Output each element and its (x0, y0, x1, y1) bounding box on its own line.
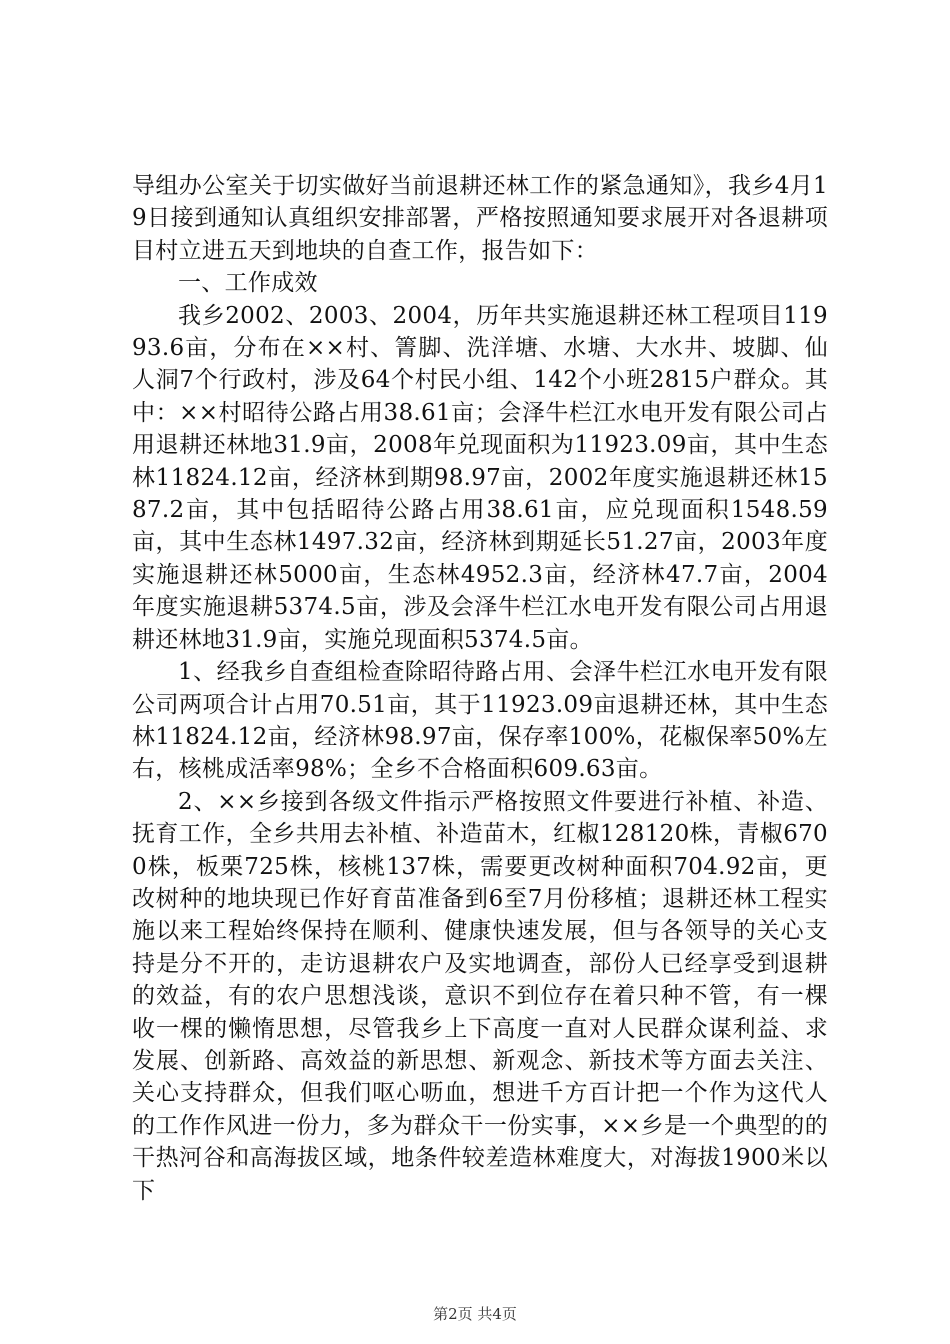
page-number-label: 第2页 共4页 (433, 1305, 517, 1323)
paragraph-item-1-self-check: 1、经我乡自查组检查除昭待路占用、会泽牛栏江水电开发有限公司两项合计占用70.51亩，其于11923.09亩退耕还林，其中生态林11824.12亩，经济林98.97亩，保存率100%，花椒保率50%左右，核桃成活率98%；全乡不合格面积609.63亩。 (132, 659, 828, 783)
section-heading-work-results: 一、工作成效 (178, 270, 318, 297)
document-body (132, 170, 828, 1207)
page-footer (0, 1303, 950, 1324)
paragraph-intro: 导组办公室关于切实做好当前退耕还林工作的紧急通知》，我乡4月19日接到通知认真组织安排部署，严格按照通知要求展开对各退耕项目村立进五天到地块的自查工作，报告如下： (132, 173, 828, 264)
paragraph-project-overview: 我乡2002、2003、2004，历年共实施退耕还林工程项目11993.6亩，分布在××村、箐脚、洗洋塘、水塘、大水井、坡脚、仙人洞7个行政村，涉及64个村民小组、142个小班2815户群众。其中：××村昭待公路占用38.61亩；会泽牛栏江水电开发有限公司占用退耕还林地31.9亩，2008年兑现面积为11923.09亩，其中生态林11824.12亩，经济林到期98.97亩，2002年度实施退耕还林1587.2亩，其中包括昭待公路占用38.61亩，应兑现面积1548.59亩，其中生态林1497.32亩，经济林到期延长51.27亩，2003年度实施退耕还林5000亩，生态林4952.3亩，经济林47.7亩，2004年度实施退耕5374.5亩，涉及会泽牛栏江水电开发有限公司占用退耕还林地31.9亩，实施兑现面积5374.5亩。 (132, 302, 828, 653)
paragraph-item-2-replanting: 2、××乡接到各级文件指示严格按照文件要进行补植、补造、抚育工作，全乡共用去补植、补造苗木，红椒128120株，青椒6700株，板栗725株，核桃137株，需要更改树种面积704.92亩，更改树种的地块现已作好育苗准备到6至7月份移植；退耕还林工程实施以来工程始终保持在顺利、健康快速发展，但与各领导的关心支持是分不开的，走访退耕农户及实地调查，部份人已经享受到退耕的效益，有的农户思想浅谈，意识不到位存在着只种不管，有一棵收一棵的懒惰思想，尽管我乡上下高度一直对人民群众谋利益、求发展、创新路、高效益的新思想、新观念、新技术等方面去关注、关心支持群众，但我们呕心呖血，想进千方百计把一个作为这代人的工作作风进一份力，多为群众干一份实事，××乡是一个典型的的干热河谷和高海拔区域，地条件较差造林难度大，对海拔1900米以下 (132, 788, 828, 1204)
